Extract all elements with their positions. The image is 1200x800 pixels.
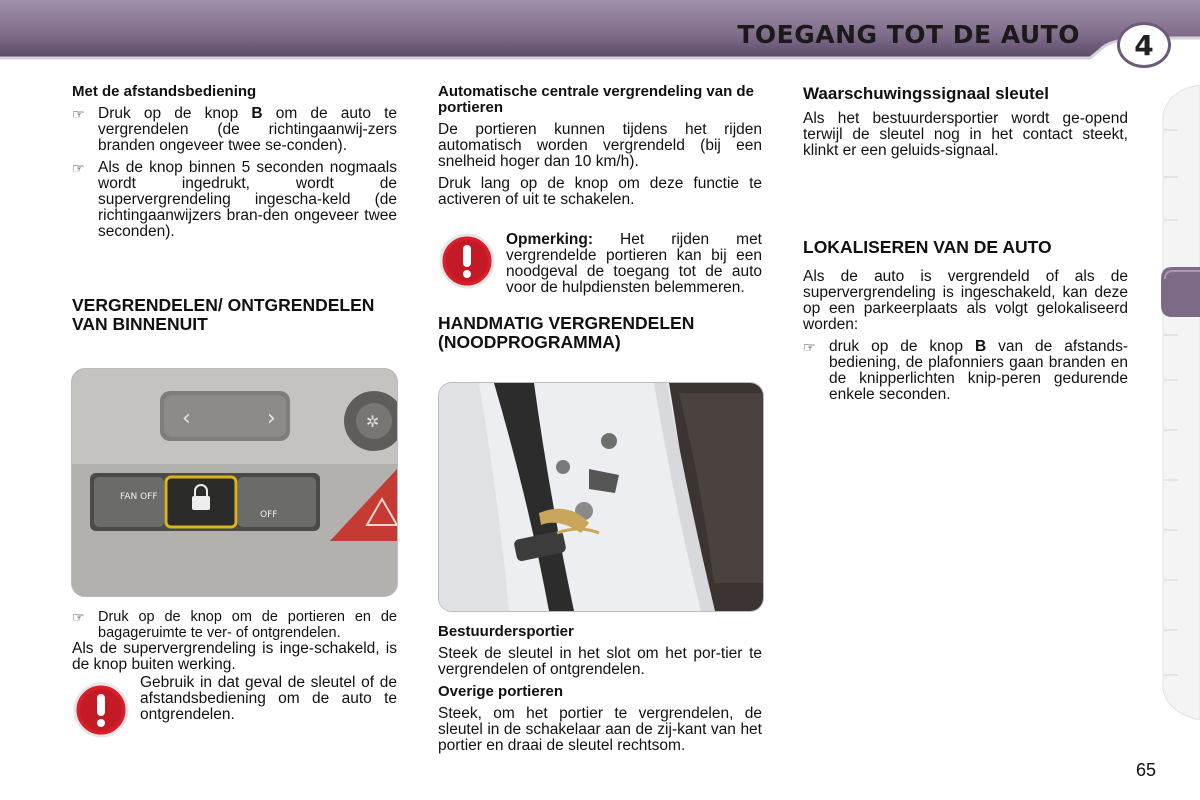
- list-item: [72, 609, 397, 641]
- chapter-number-badge: 4: [1117, 22, 1171, 68]
- auto-lock-paragraph-2: Druk lang op de knop om deze functie te activeren of uit te schakelen.: [438, 175, 762, 208]
- warning-box: [72, 675, 397, 739]
- note-box: [438, 232, 762, 296]
- section-inside-lock: [72, 296, 397, 334]
- pointing-hand-icon: ☞: [72, 106, 85, 122]
- warning-text: Gebruik in dat geval de sleutel of de afstandsbediening om de auto te ontgrendelen.: [140, 674, 397, 723]
- auto-lock-paragraph-1: De portieren kunnen tijdens het rijden automatisch worden vergrendeld (bij een snelheid hoger dan 10 km/h).: [438, 121, 762, 170]
- other-doors-text: Steek, om het portier te vergrendelen, de sleutel in de schakelaar aan de zij-kant van het portier en draai de sleutel rechtsom.: [438, 705, 762, 754]
- driver-door-text: Steek de sleutel in het slot om het por-tier te vergrendelen of ontgrendelen.: [438, 645, 762, 678]
- auto-lock-heading: Automatische centrale vergrendeling van de portieren: [438, 83, 754, 116]
- chapter-title: TOEGANG TOT DE AUTO: [737, 20, 1080, 49]
- off-label: OFF: [260, 510, 278, 520]
- page-number: 65: [1136, 760, 1157, 780]
- list-item: [803, 339, 1128, 403]
- locate-text: Als de auto is vergrendeld of als de supervergrendeling is ingeschakeld, kan deze op een parkeerplaats als volgt gelokaliseerd worden:: [803, 268, 1128, 333]
- console-photo: [71, 368, 398, 597]
- console-illustration: [72, 369, 397, 596]
- column-2-lower: [438, 624, 762, 760]
- column-3: [803, 84, 1128, 165]
- bullet-text: Als de knop binnen 5 seconden nogmaals wordt ingedrukt, wordt de supervergrendeling ingescha-keld (de richtingaanwijzers bran-den ongeveer twee seconden).: [98, 159, 397, 240]
- pointing-hand-icon: ☞: [72, 609, 85, 625]
- driver-door-heading: Bestuurdersportier: [438, 623, 574, 640]
- column-2: [438, 84, 762, 352]
- column-1-lower: [72, 609, 397, 739]
- column-3-locate: [803, 238, 1128, 409]
- svg-text:‹: ‹: [182, 406, 191, 431]
- section-title: LOKALISEREN VAN DE AUTO: [803, 237, 1052, 257]
- svg-text:›: ›: [267, 406, 276, 431]
- pointing-hand-icon: ☞: [72, 160, 85, 176]
- bullet-text: druk op de knop B van de afstands-bediening, de plafonniers gaan branden en de knipperlichten knip-peren gedurende enkele seconden.: [829, 338, 1128, 403]
- exclamation-warning-icon: [438, 232, 496, 290]
- pointing-hand-icon: ☞: [803, 339, 816, 355]
- key-warning-heading: Waarschuwingssignaal sleutel: [803, 84, 1049, 103]
- section-title: HANDMATIG VERGRENDELEN (NOODPROGRAMMA): [438, 313, 695, 352]
- fan-off-label: FAN OFF: [120, 492, 158, 502]
- chapter-side-tabs: [1158, 85, 1200, 720]
- bullet-text: Druk op de knop om de portieren en de bagageruimte te ver- of ontgrendelen.: [98, 609, 397, 641]
- list-item: [72, 106, 397, 154]
- page-header: [0, 0, 1200, 70]
- list-item: [72, 160, 397, 240]
- door-lock-illustration: [439, 383, 763, 611]
- svg-text:✲: ✲: [366, 412, 380, 431]
- door-lock-photo: [438, 382, 764, 612]
- super-lock-text: Als de supervergrendeling is inge-schakeld, is de knop buiten werking.: [72, 640, 397, 673]
- other-doors-heading: Overige portieren: [438, 683, 564, 700]
- section-title: VERGRENDELEN/ ONTGRENDELEN VAN BINNENUIT: [72, 295, 375, 334]
- note-text: Opmerking: Het rijden met vergrendelde portieren kan bij een noodgeval de toegang tot de auto voor de hulpdiensten belemmeren.: [506, 231, 762, 296]
- bullet-text: Druk op de knop B om de auto te vergrendelen (de richtingaanwij-zers branden ongeveer twee se-conden).: [98, 105, 397, 154]
- exclamation-warning-icon: [72, 681, 130, 739]
- remote-heading: Met de afstandsbediening: [72, 83, 257, 100]
- column-1: [72, 84, 397, 246]
- key-warning-text: Als het bestuurdersportier wordt ge-opend terwijl de sleutel nog in het contact steekt, klinkt er een geluids-signaal.: [803, 110, 1128, 159]
